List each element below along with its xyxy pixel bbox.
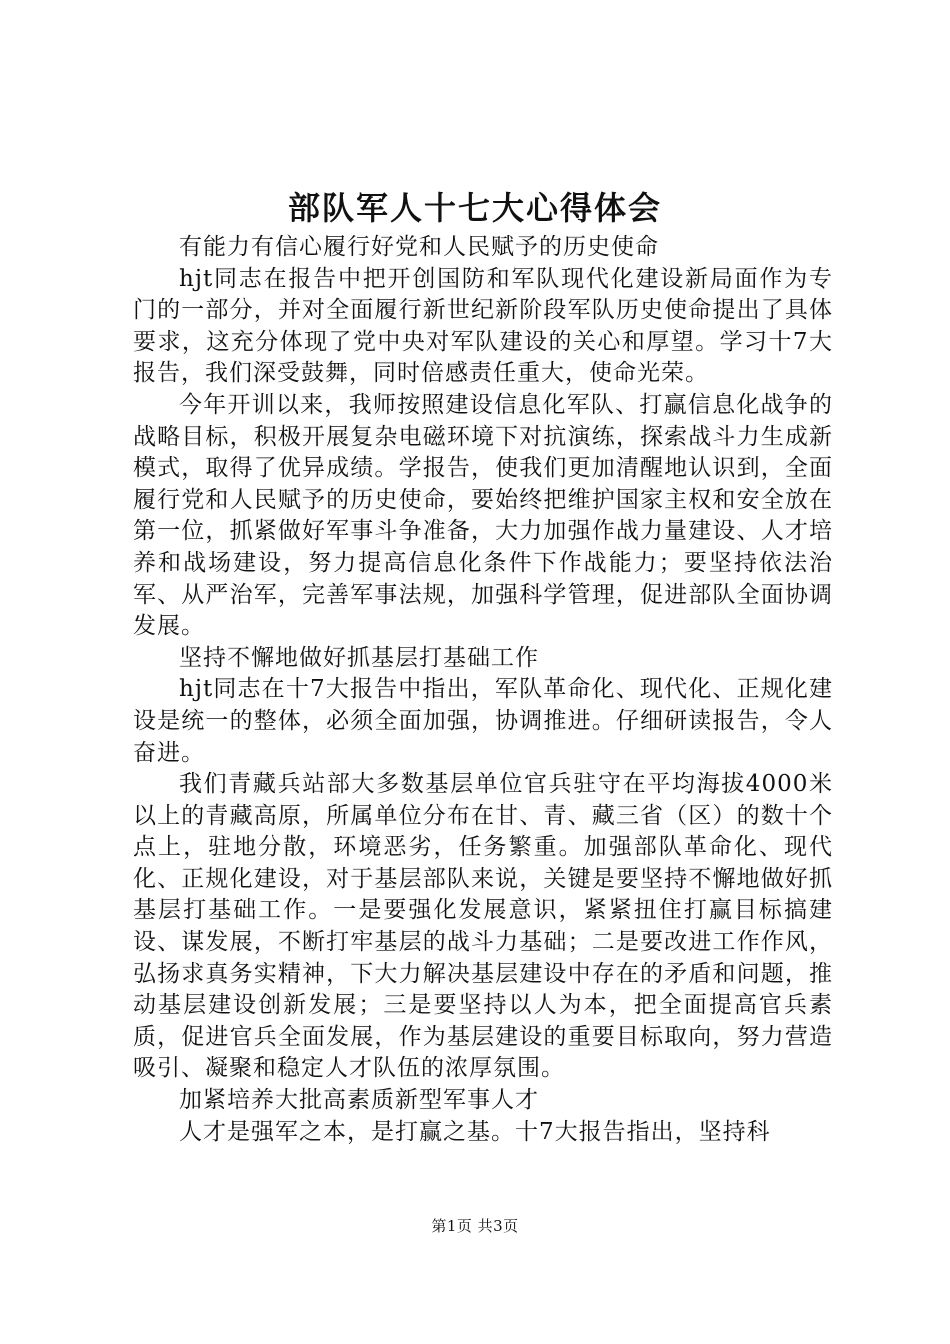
document-body (133, 232, 833, 1148)
section-heading: 加紧培养大批高素质新型军事人才 (179, 1087, 539, 1114)
paragraph: 我们青藏兵站部大多数基层单位官兵驻守在平均海拔4000米以上的青藏高原，所属单位分布在甘、青、藏三省（区）的数十个点上，驻地分散，环境恶劣，任务繁重。加强部队革命化、现代化、正规化建设，对于基层部队来说，关键是要坚持不懈地做好抓基层打基础工作。一是要强化发展意识，紧紧扭住打赢目标搞建设、谋发展，不断打牢基层的战斗力基础；二是要改进工作作风，弘扬求真务实精神，下大力解决基层建设中存在的矛盾和问题，推动基层建设创新发展；三是要坚持以人为本，把全面提高官兵素质，促进官兵全面发展，作为基层建设的重要目标取向，努力营造吸引、凝聚和稳定人才队伍的浓厚氛围。 (133, 771, 833, 1082)
paragraph: 今年开训以来，我师按照建设信息化军队、打赢信息化战争的战略目标，积极开展复杂电磁环境下对抗演练，探索战斗力生成新模式，取得了优异成绩。学报告，使我们更加清醒地认识到，全面履行党和人民赋予的历史使命，要始终把维护国家主权和安全放在第一位，抓紧做好军事斗争准备，大力加强作战力量建设、人才培养和战场建设，努力提高信息化条件下作战能力；要坚持依法治军、从严治军，完善军事法规，加强科学管理，促进部队全面协调发展。 (133, 391, 833, 640)
paragraph: 人才是强军之本，是打赢之基。十7大报告指出，坚持科 (179, 1118, 771, 1145)
section-heading: 有能力有信心履行好党和人民赋予的历史使命 (179, 234, 659, 260)
section-heading: 坚持不懈地做好抓基层打基础工作 (179, 644, 539, 671)
paragraph: hjt同志在十7大报告中指出，军队革命化、现代化、正规化建设是统一的整体，必须全面加强，协调推进。仔细研读报告，令人奋进。 (133, 676, 833, 766)
page-footer: 第1页 共3页 (431, 1217, 519, 1235)
document-title: 部队军人十七大心得体会 (287, 189, 662, 227)
paragraph: hjt同志在报告中把开创国防和军队现代化建设新局面作为专门的一部分，并对全面履行新世纪新阶段军队历史使命提出了具体要求，这充分体现了党中央对军队建设的关心和厚望。学习十7大报告，我们深受鼓舞，同时倍感责任重大，使命光荣。 (133, 265, 833, 387)
